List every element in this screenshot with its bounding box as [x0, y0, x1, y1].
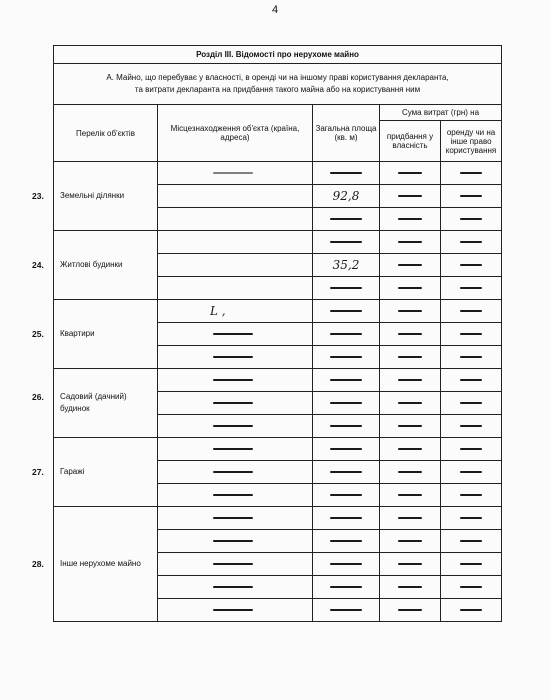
- page-number: 4: [271, 4, 279, 16]
- purchase-cell: [380, 438, 441, 461]
- handwritten-dash: [460, 264, 482, 265]
- area-cell: [313, 185, 380, 208]
- location-cell: [158, 507, 313, 530]
- handwritten-dash: [398, 540, 422, 541]
- table-row: [54, 300, 502, 323]
- handwritten-dash: [213, 494, 253, 495]
- handwritten-dash: [398, 609, 422, 610]
- area-cell: [313, 507, 380, 530]
- handwritten-dash: [460, 402, 482, 403]
- handwritten-dash: [460, 494, 482, 495]
- area-cell: [313, 162, 380, 185]
- rent-cell: [441, 484, 502, 507]
- handwritten-dash: [460, 241, 482, 242]
- rent-cell: [441, 162, 502, 185]
- location-cell: [158, 369, 313, 392]
- area-cell: [313, 484, 380, 507]
- location-cell: [158, 392, 313, 415]
- location-cell: [158, 415, 313, 438]
- handwritten-dash: [213, 425, 253, 426]
- handwritten-dash: [398, 402, 422, 403]
- handwritten-dash: [330, 287, 362, 288]
- handwritten-dash: [330, 402, 362, 403]
- handwritten-dash: [213, 333, 253, 334]
- handwritten-dash: [398, 586, 422, 587]
- handwritten-dash: [330, 540, 362, 541]
- area-cell: [313, 346, 380, 369]
- handwritten-dash: [398, 563, 422, 564]
- handwritten-dash: [330, 379, 362, 380]
- area-cell: [313, 438, 380, 461]
- location-cell: [158, 300, 313, 323]
- rent-cell: [441, 553, 502, 576]
- rent-cell: [441, 185, 502, 208]
- category-label: Земельні ділянки: [60, 191, 125, 200]
- rent-cell: [441, 530, 502, 553]
- handwritten-dash: [398, 356, 422, 357]
- category-label: Інше нерухоме майно: [60, 559, 141, 568]
- area-cell: [313, 415, 380, 438]
- header-expenses: Сума витрат (грн) на: [380, 105, 502, 121]
- handwritten-dash: [330, 494, 362, 495]
- area-cell: [313, 576, 380, 599]
- rent-cell: [441, 438, 502, 461]
- purchase-cell: [380, 392, 441, 415]
- header-location: Місцезнаходження об'єкта (країна, адреса): [158, 105, 313, 162]
- handwritten-dash: [460, 425, 482, 426]
- purchase-cell: [380, 231, 441, 254]
- header-area: Загальна площа (кв. м): [313, 105, 380, 162]
- purchase-cell: [380, 369, 441, 392]
- header-purchase: придбання у власність: [380, 121, 441, 162]
- handwritten-dash: [330, 471, 362, 472]
- category-number: 28.: [32, 559, 44, 569]
- handwritten-dash: [213, 471, 253, 472]
- handwritten-dash: [398, 517, 422, 518]
- handwritten-dash: [330, 609, 362, 610]
- real-estate-table: [32, 45, 502, 622]
- subtitle-line-2: та витрати декларанта на придбання такого майна або на користування ним: [134, 85, 421, 94]
- handwritten-dash: [330, 172, 362, 173]
- category-cell: [32, 162, 158, 231]
- location-cell: [158, 576, 313, 599]
- rent-cell: [441, 599, 502, 622]
- handwritten-dash: [460, 172, 482, 173]
- handwritten-dash: [398, 241, 422, 242]
- handwritten-dash: [460, 195, 482, 196]
- location-cell: [158, 208, 313, 231]
- rent-cell: [441, 277, 502, 300]
- handwritten-dash: [330, 517, 362, 518]
- category-label: Житлові будинки: [60, 260, 123, 269]
- rent-cell: [441, 415, 502, 438]
- category-number: 26.: [32, 392, 44, 402]
- handwritten-dash: [460, 310, 482, 311]
- table-row: [54, 231, 502, 254]
- area-cell: [313, 461, 380, 484]
- location-cell: [158, 254, 313, 277]
- handwritten-dash: [398, 195, 422, 196]
- rent-cell: [441, 300, 502, 323]
- location-cell: [158, 484, 313, 507]
- handwritten-mark: L ,: [210, 304, 226, 318]
- handwritten-dash: [460, 563, 482, 564]
- handwritten-dash: [398, 264, 422, 265]
- area-cell: [313, 553, 380, 576]
- area-cell: [313, 392, 380, 415]
- handwritten-dash: [398, 448, 422, 449]
- location-cell: [158, 346, 313, 369]
- location-cell: [158, 323, 313, 346]
- handwritten-dash: [330, 333, 362, 334]
- header-rent: оренду чи на інше право користування: [441, 121, 502, 162]
- handwritten-dash: [460, 287, 482, 288]
- purchase-cell: [380, 576, 441, 599]
- purchase-cell: [380, 277, 441, 300]
- rent-cell: [441, 254, 502, 277]
- handwritten-dash: [330, 241, 362, 242]
- section-title: Розділ III. Відомості про нерухоме майно: [54, 46, 502, 64]
- category-label: Гаражі: [60, 467, 85, 476]
- handwritten-dash: [330, 218, 362, 219]
- location-cell: [158, 438, 313, 461]
- handwritten-dash: [213, 448, 253, 449]
- location-cell: [158, 461, 313, 484]
- handwritten-dash: [213, 563, 253, 564]
- table-row: [54, 369, 502, 392]
- location-cell: [158, 530, 313, 553]
- area-cell: [313, 208, 380, 231]
- handwritten-dash: [330, 563, 362, 564]
- subtitle-line-1: А. Майно, що перебуває у власності, в оренді чи на іншому праві користування декларанта,: [106, 73, 449, 82]
- purchase-cell: [380, 323, 441, 346]
- handwritten-dash: [213, 172, 253, 173]
- purchase-cell: [380, 346, 441, 369]
- purchase-cell: [380, 507, 441, 530]
- rent-cell: [441, 392, 502, 415]
- section-subtitle: [54, 64, 502, 105]
- purchase-cell: [380, 254, 441, 277]
- handwritten-dash: [398, 494, 422, 495]
- handwritten-dash: [330, 586, 362, 587]
- rent-cell: [441, 369, 502, 392]
- handwritten-dash: [213, 609, 253, 610]
- handwritten-dash: [460, 517, 482, 518]
- handwritten-dash: [460, 333, 482, 334]
- purchase-cell: [380, 162, 441, 185]
- handwritten-dash: [213, 586, 253, 587]
- table-row: [54, 438, 502, 461]
- handwritten-dash: [398, 333, 422, 334]
- header-objects: Перелік об'єктів: [54, 105, 158, 162]
- handwritten-area: 35,2: [332, 258, 360, 272]
- handwritten-dash: [460, 586, 482, 587]
- rent-cell: [441, 208, 502, 231]
- handwritten-dash: [460, 471, 482, 472]
- handwritten-dash: [330, 310, 362, 311]
- table-row: [54, 162, 502, 185]
- purchase-cell: [380, 415, 441, 438]
- handwritten-dash: [398, 310, 422, 311]
- rent-cell: [441, 461, 502, 484]
- handwritten-dash: [213, 402, 253, 403]
- area-cell: [313, 300, 380, 323]
- category-label: Квартири: [60, 329, 95, 338]
- table-row: [54, 507, 502, 530]
- area-cell: [313, 254, 380, 277]
- handwritten-area: 92,8: [332, 189, 360, 203]
- rent-cell: [441, 323, 502, 346]
- area-cell: [313, 231, 380, 254]
- handwritten-dash: [460, 609, 482, 610]
- rent-cell: [441, 346, 502, 369]
- purchase-cell: [380, 599, 441, 622]
- handwritten-dash: [398, 218, 422, 219]
- table-body: [32, 162, 502, 622]
- category-label: Садовий (дачний) будинок: [60, 392, 127, 413]
- purchase-cell: [380, 553, 441, 576]
- area-cell: [313, 599, 380, 622]
- location-cell: [158, 231, 313, 254]
- handwritten-dash: [213, 517, 253, 518]
- handwritten-dash: [398, 172, 422, 173]
- purchase-cell: [380, 530, 441, 553]
- location-cell: [158, 553, 313, 576]
- handwritten-dash: [330, 356, 362, 357]
- category-cell: [32, 369, 158, 438]
- handwritten-dash: [213, 356, 253, 357]
- handwritten-dash: [398, 379, 422, 380]
- rent-cell: [441, 507, 502, 530]
- category-cell: [32, 300, 158, 369]
- purchase-cell: [380, 461, 441, 484]
- category-number: 24.: [32, 260, 44, 270]
- category-cell: [32, 507, 158, 622]
- area-cell: [313, 530, 380, 553]
- handwritten-dash: [460, 379, 482, 380]
- purchase-cell: [380, 300, 441, 323]
- handwritten-dash: [330, 448, 362, 449]
- handwritten-dash: [398, 425, 422, 426]
- category-number: 27.: [32, 467, 44, 477]
- handwritten-dash: [460, 356, 482, 357]
- purchase-cell: [380, 208, 441, 231]
- handwritten-dash: [460, 218, 482, 219]
- category-cell: [32, 438, 158, 507]
- rent-cell: [441, 576, 502, 599]
- area-cell: [313, 323, 380, 346]
- location-cell: [158, 185, 313, 208]
- handwritten-dash: [460, 540, 482, 541]
- handwritten-dash: [213, 379, 253, 380]
- handwritten-dash: [398, 287, 422, 288]
- area-cell: [313, 369, 380, 392]
- handwritten-dash: [330, 425, 362, 426]
- handwritten-dash: [398, 471, 422, 472]
- location-cell: [158, 599, 313, 622]
- category-cell: [32, 231, 158, 300]
- category-number: 23.: [32, 191, 44, 201]
- purchase-cell: [380, 484, 441, 507]
- location-cell: [158, 277, 313, 300]
- location-cell: [158, 162, 313, 185]
- rent-cell: [441, 231, 502, 254]
- handwritten-dash: [213, 540, 253, 541]
- purchase-cell: [380, 185, 441, 208]
- handwritten-dash: [460, 448, 482, 449]
- area-cell: [313, 277, 380, 300]
- category-number: 25.: [32, 329, 44, 339]
